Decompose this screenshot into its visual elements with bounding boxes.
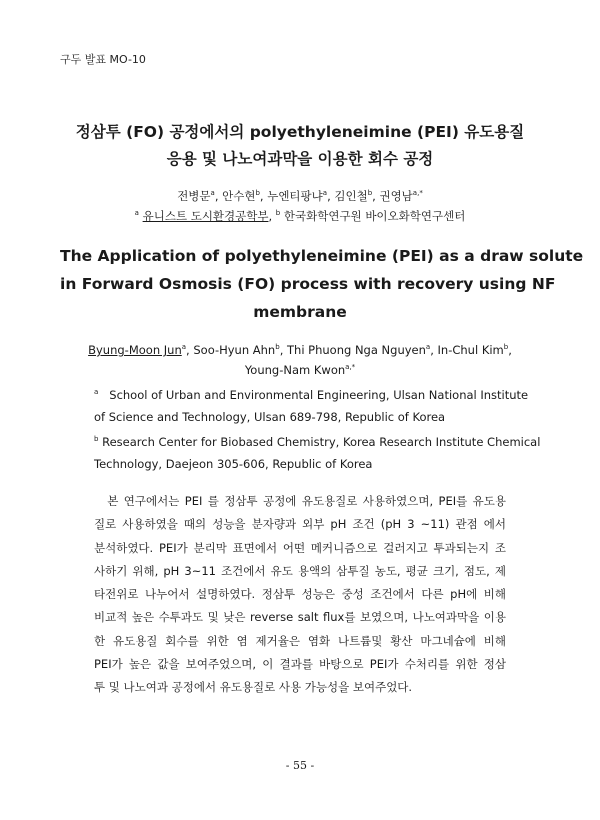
abstract-line: 비교적 높은 수투과도 및 낮은 reverse salt flux를 보였으며, 나노여과막을 이용 xyxy=(94,610,506,625)
affiliation-mark: b xyxy=(503,343,509,352)
affiliation-line: Technology, Daejeon 305-606, Republic of Korea xyxy=(94,457,373,471)
english-title-line: membrane xyxy=(253,303,347,321)
english-author-list xyxy=(80,340,520,380)
affiliation-a-english xyxy=(94,384,529,428)
abstract-line: 투 및 나노여과 공정에서 유도용질로 사용 가능성을 보여주었다. xyxy=(94,680,413,695)
abstract-line: 분석하였다. PEI가 분리막 표면에서 어떤 메커니즘으로 걸러지고 투과되는지 조 xyxy=(94,540,506,555)
separator: , xyxy=(508,343,512,357)
affiliation-mark: a xyxy=(181,343,187,352)
author-name: Soo-Hyun Ahn xyxy=(193,343,276,357)
english-title-line: in Forward Osmosis (FO) process with recovery using NF xyxy=(60,275,556,293)
english-title-line: The Application of polyethyleneimine (PEI) as a draw solute xyxy=(60,247,584,265)
affiliation-mark: b xyxy=(94,435,99,444)
abstract-line: 사하기 위해, pH 3~11 조건에서 유도 용액의 삼투질 농도, 평균 크기, 점도, 제 xyxy=(94,563,506,578)
affiliation-text: School of Urban and Environmental Engineering, Ulsan National Institute xyxy=(109,388,529,402)
affiliation-b-english xyxy=(94,431,541,475)
separator: , xyxy=(268,209,276,223)
author-name: 전병문 xyxy=(177,189,211,203)
affiliation-mark: a xyxy=(94,388,99,397)
affiliation-mark: a xyxy=(322,189,328,198)
affiliation-line xyxy=(94,431,541,453)
separator: , xyxy=(327,189,335,203)
separator: , xyxy=(214,189,223,203)
author-name: Byung-Moon Jun xyxy=(88,343,182,357)
english-title xyxy=(60,242,584,326)
affiliation-mark: a xyxy=(134,209,139,218)
affiliation-mark: a xyxy=(210,189,215,198)
affiliation-b: 한국화학연구원 바이오화학연구센터 xyxy=(283,209,466,223)
author-name: 안수현 xyxy=(222,189,256,203)
session-label: 구두 발표 MO-10 xyxy=(60,53,146,66)
affiliation-mark: b xyxy=(255,189,260,198)
corresponding-mark: * xyxy=(351,363,356,372)
author-name: 김인철 xyxy=(334,189,368,203)
corresponding-mark: * xyxy=(419,189,423,198)
affiliation-mark: a, xyxy=(345,363,352,372)
author-name: 권영남 xyxy=(379,189,413,203)
separator: , xyxy=(186,343,194,357)
affiliation-line xyxy=(94,384,529,406)
abstract-line: 질로 사용하였을 때의 성능을 분자량과 외부 pH 조건 (pH 3 ~11) 관점 에서 xyxy=(94,517,506,532)
author-name: 누엔티팡냐 xyxy=(267,189,323,203)
author-line xyxy=(80,340,520,360)
affiliation-a: 유니스트 도시환경공학부 xyxy=(142,209,269,223)
korean-author-list xyxy=(60,185,540,207)
affiliation-line: of Science and Technology, Ulsan 689-798, Republic of Korea xyxy=(94,410,446,424)
affiliation-text: Research Center for Biobased Chemistry, Korea Research Institute Chemical xyxy=(102,435,541,449)
affiliation-mark: b xyxy=(367,189,373,198)
separator: , xyxy=(259,189,268,203)
separator: , xyxy=(372,189,380,203)
affiliation-mark: b xyxy=(275,209,281,218)
abstract-line: 한 유도용질 회수를 위한 염 제거율은 염화 나트륨및 황산 마그네슘에 비해 xyxy=(94,633,506,648)
author-line xyxy=(80,360,520,380)
abstract-line: 타전위로 나누어서 설명하였다. 정삼투 성능은 중성 조건에서 다른 pH에 비해 xyxy=(94,587,506,602)
affiliation-mark: b xyxy=(275,343,280,352)
abstract-line: 본 연구에서는 PEI 를 정삼투 공정에 유도용질로 사용하였으며, PEI를 유도용 xyxy=(94,494,506,508)
separator: , xyxy=(279,343,287,357)
author-name: Thi Phuong Nga Nguyen xyxy=(287,343,426,357)
korean-affiliations xyxy=(60,206,540,226)
korean-title-line: 응용 및 나노여과막을 이용한 회수 공정 xyxy=(166,150,434,168)
abstract-body xyxy=(94,490,506,700)
korean-title-line: 정삼투 (FO) 공정에서의 polyethyleneimine (PEI) 유도용질 xyxy=(75,123,525,141)
korean-title xyxy=(60,119,540,173)
separator: , xyxy=(430,343,438,357)
author-name: In-Chul Kim xyxy=(437,343,504,357)
author-name: Young-Nam Kwon xyxy=(244,363,346,377)
affiliation-mark: a xyxy=(425,343,431,352)
abstract-line: PEI가 높은 값을 보여주었으며, 이 결과를 바탕으로 PEI가 수처리를 위한 정삼 xyxy=(94,657,506,672)
affiliation-mark: a, xyxy=(412,189,420,198)
page-number: - 55 - xyxy=(285,759,315,772)
